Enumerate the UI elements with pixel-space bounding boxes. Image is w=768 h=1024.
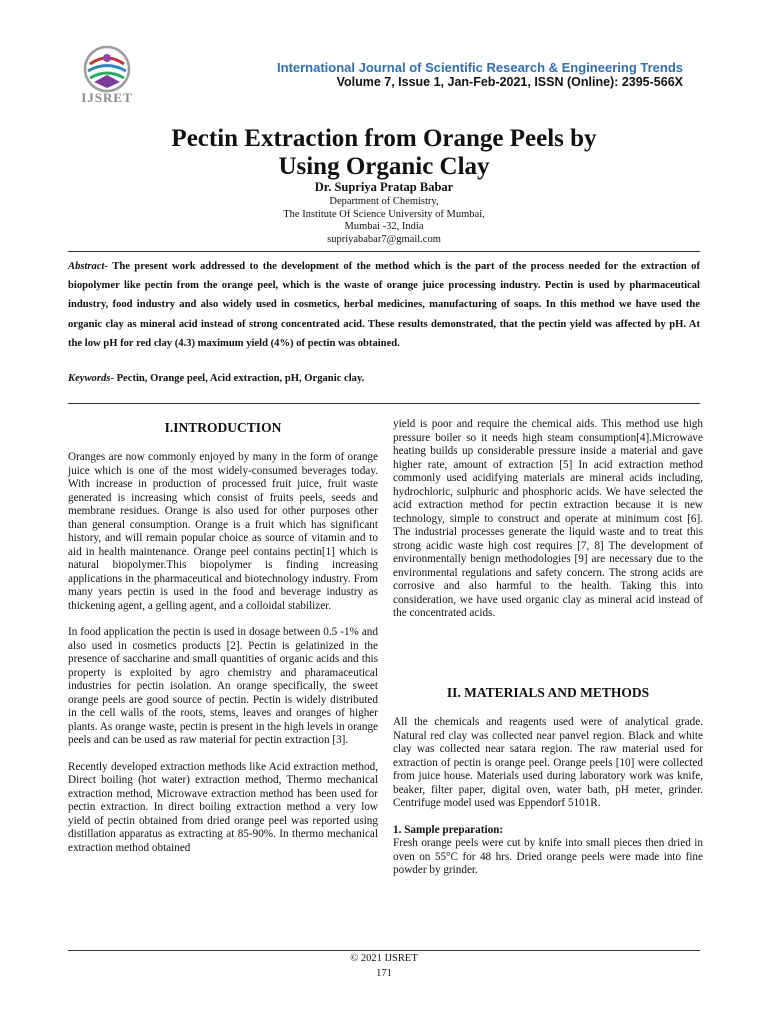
abstract-text: The present work addressed to the development of the method which is the part of the process needed for the extraction of biopolymer like pectin from the orange peel, which is the waste of orange juice processing industry. Pectin is used by pharmaceutical industry, food industry and also widely used in cosmetics, herbal medicines, manufacturing of soaps. In this method we have used the organic clay as mineral acid instead of strong concentrated acid. These results demonstrated, that the pectin yield was affected by pH. At the low pH for red clay (4.3) maximum yield (4%) of pectin was obtained. bbox=[68, 261, 700, 349]
section-heading-materials: II. MATERIALS AND METHODS bbox=[446, 685, 650, 700]
affiliation-line: Department of Chemistry, bbox=[329, 196, 439, 207]
title-line-2: Using Organic Clay bbox=[278, 153, 490, 180]
section-heading-introduction: I.INTRODUCTION bbox=[164, 420, 282, 435]
keywords-label: Keywords- bbox=[68, 373, 114, 384]
author-affiliation bbox=[150, 196, 618, 246]
abstract bbox=[68, 257, 700, 353]
journal-header bbox=[200, 60, 683, 90]
title-line-1: Pectin Extraction from Orange Peels by bbox=[171, 125, 597, 152]
divider-top bbox=[68, 251, 700, 252]
keywords bbox=[68, 372, 700, 386]
footer-copyright: © 2021 IJSRET bbox=[350, 953, 418, 964]
paper-title bbox=[120, 125, 648, 181]
affiliation-line: The Institute Of Science University of Mumbai, bbox=[283, 208, 485, 220]
right-column-top bbox=[393, 418, 703, 634]
journal-volume: Volume 7, Issue 1, Jan-Feb-2021, ISSN (Online): 2395-566X bbox=[336, 75, 683, 89]
paragraph: All the chemicals and reagents used were of analytical grade. Natural red clay was collected near panvel region. Black and white clay was collected near satara region. The raw material used for extraction of pectin is orange peel. Orange peels [10] were collected from juice house. Materials used during laboratory work was knife, beaker, filter paper, digital oven, water bath, pH meter, grinder. Centrifuge model used was Eppendorf 5101R. bbox=[393, 716, 703, 809]
journal-logo bbox=[74, 44, 140, 106]
subsection-heading: 1. Sample preparation: bbox=[393, 823, 504, 836]
journal-name: International Journal of Scientific Research & Engineering Trends bbox=[277, 60, 683, 75]
paragraph: Oranges are now commonly enjoyed by many in the form of orange juice which is one of the most widely-consumed beverages today. With increase in production of processed fruit juice, fruit waste generated is increasing which consist of fruits peels, seeds and membrane residues. Orange is also used for other purposes other than general consumption. Orange is a fruit which has significant history, and will remain popular choice as source of vitamin and to aid in health maintenance. Orange peel contains pectin[1] which is natural biopolymer.This biopolymer is finding increasing applications in the pharmaceutical and biotechnology industry. From many years pectin is used in the food and beverage industry as thickening agent, a gelling agent, and a colloidal stabilizer. bbox=[68, 451, 378, 612]
abstract-label: Abstract- bbox=[68, 261, 109, 272]
right-column-materials bbox=[393, 716, 703, 891]
divider-middle bbox=[68, 403, 700, 404]
author-name: Dr. Supriya Pratap Babar bbox=[314, 180, 454, 194]
paragraph: yield is poor and require the chemical aids. This method use high pressure boiler so it needs high steam consumption[4].Microwave heating builds up considerable pressure inside a material and gave higher rate, amount of extraction [5] In acid extraction method commonly used acidifying materials are mineral acids including, hydrochloric, sulphuric and phosphoric acids. We have selected the acid extraction method for pectin extraction because it is new technology, simple to construct and operate at minimum cost [6]. The industrial processes generate the liquid waste and to treat this strong acidic waste high cost requires [7, 8] The development of environmentally benign methodologies [9] are necessary due to the environmental regulations and safety concern. The strong acids are corrosive and also harmful to the health. Taking this into consideration, we have used organic clay as mineral acid instead of the concentrated acids. bbox=[393, 418, 703, 619]
paragraph: In food application the pectin is used in dosage between 0.5 -1% and also used in cosmetics products [2]. Pectin is gelatinized in the presence of saccharine and small quantities of organic acids and this property is exploited by agro chemistry and pharamaceutical industries for pectin isolation. An orange specifically, the sweet orange peels are good source of pectin. Pectin is widely distributed in the cell walls of the roots, stems, leaves and oranges of higher plants. As orange waste, pectin is present in the high levels in orange peels and can be used as raw material for pectin extraction [3]. bbox=[68, 626, 378, 746]
divider-footer bbox=[68, 950, 700, 951]
paragraph: Fresh orange peels were cut by knife into small pieces then dried in oven on 55°C for 48 hrs. Dried orange peels were made into fine powder by grinder. bbox=[393, 837, 703, 876]
logo-text: IJSRET bbox=[81, 90, 133, 105]
author-email: supriyababar7@gmail.com bbox=[327, 233, 441, 245]
left-column bbox=[68, 451, 378, 868]
affiliation-line: Mumbai -32, India bbox=[344, 221, 424, 232]
keywords-text: Pectin, Orange peel, Acid extraction, pH, Organic clay. bbox=[116, 373, 365, 384]
paragraph: Recently developed extraction methods like Acid extraction method, Direct boiling (hot water) extraction method, Thermo mechanical extraction method, Microwave extraction method has been used for pectin extraction. In direct boiling extraction method a very low yield of pectin obtained from dried orange peel was reported using distillation apparatus as extracting at 85-90%. In thermo mechanical extraction method obtained bbox=[68, 760, 378, 854]
page-number: 171 bbox=[376, 968, 392, 979]
